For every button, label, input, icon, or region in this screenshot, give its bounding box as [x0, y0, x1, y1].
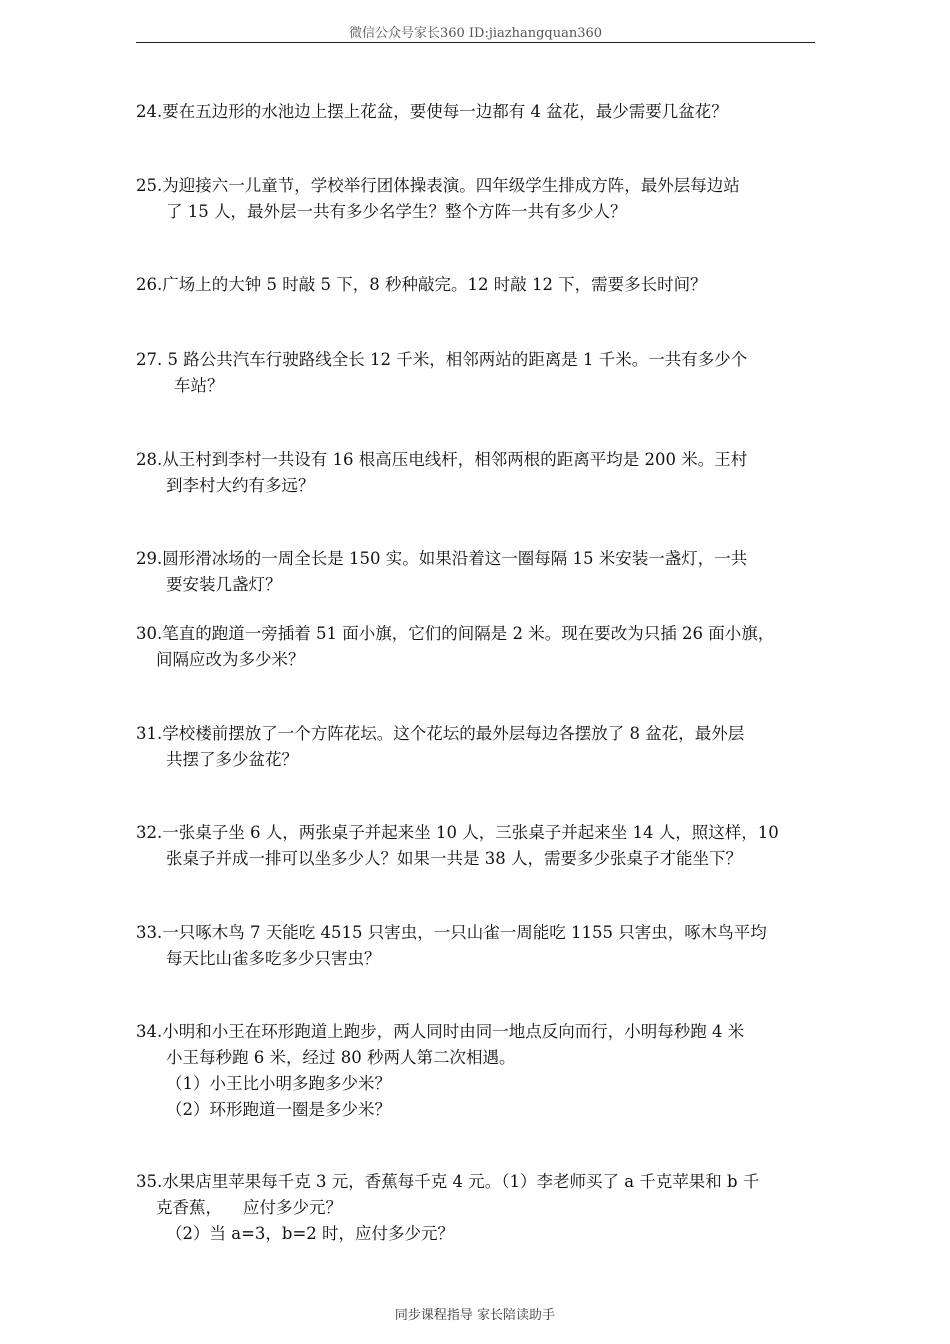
question-25-line-2: 了 15 人，最外层一共有多少名学生？整个方阵一共有多少人？ [166, 202, 627, 221]
question-32 [136, 820, 826, 872]
question-25-line-1: 25.为迎接六一儿童节，学校举行团体操表演。四年级学生排成方阵，最外层每边站 [136, 176, 740, 195]
question-33 [136, 920, 826, 972]
header-divider [136, 42, 815, 43]
page-footer: 同步课程指导 家长陪读助手 [394, 1308, 556, 1323]
question-26-line-1: 26.广场上的大钟 5 时敲 5 下，8 秒种敲完。12 时敲 12 下，需要多长时间？ [136, 275, 707, 294]
question-35 [136, 1169, 826, 1247]
question-24-line-1: 24.要在五边形的水池边上摆上花盆，要使每一边都有 4 盆花，最少需要几盆花？ [136, 102, 728, 121]
question-26 [136, 272, 826, 298]
question-27-line-1: 27. 5 路公共汽车行驶路线全长 12 千米，相邻两站的距离是 1 千米。一共有多少个 [136, 350, 748, 369]
page-header: 微信公众号家长360 ID:jiazhangquan360 [348, 26, 603, 41]
question-30-line-2: 间隔应改为多少米？ [156, 650, 305, 669]
question-28-line-1: 28.从王村到李村一共设有 16 根高压电线杆，相邻两根的距离平均是 200 米。王村 [136, 450, 748, 469]
question-34-subquestion-1: （1）小王比小明多跑多少米？ [166, 1074, 391, 1093]
question-32-line-2: 张桌子并成一排可以坐多少人？如果一共是 38 人，需要多少张桌子才能坐下？ [166, 849, 742, 868]
question-30 [136, 621, 826, 673]
question-29 [136, 546, 826, 598]
question-27 [136, 347, 826, 399]
question-34 [136, 1019, 826, 1123]
question-27-line-2: 车站？ [174, 376, 224, 395]
question-33-line-1: 33.一只啄木鸟 7 天能吃 4515 只害虫，一只山雀一周能吃 1155 只害虫，啄木鸟平均 [136, 923, 767, 942]
question-35-subquestion-2: （2）当 a=3，b=2 时，应付多少元？ [166, 1224, 455, 1243]
question-30-line-1: 30.笔直的跑道一旁插着 51 面小旗，它们的间隔是 2 米。现在要改为只插 26 面小旗， [136, 624, 775, 643]
question-31-line-2: 共摆了多少盆花？ [166, 750, 298, 769]
question-33-line-2: 每天比山雀多吃多少只害虫？ [166, 949, 381, 968]
question-24 [136, 99, 826, 125]
question-35-line-1: 35.水果店里苹果每千克 3 元，香蕉每千克 4 元。（1）李老师买了 a 千克苹果和 b 千 [136, 1172, 760, 1191]
question-31 [136, 721, 826, 773]
question-34-subquestion-2: （2）环形跑道一圈是多少米？ [166, 1100, 391, 1119]
question-34-line-1: 34.小明和小王在环形跑道上跑步，两人同时由同一地点反向而行，小明每秒跑 4 米 [136, 1022, 745, 1041]
question-35-line-2: 克香蕉， 应付多少元？ [156, 1198, 342, 1217]
question-29-line-1: 29.圆形滑冰场的一周全长是 150 实。如果沿着这一圈每隔 15 米安装一盏灯，一共 [136, 549, 748, 568]
question-29-line-2: 要安装几盏灯？ [166, 575, 282, 594]
question-31-line-1: 31.学校楼前摆放了一个方阵花坛。这个花坛的最外层每边各摆放了 8 盆花，最外层 [136, 724, 745, 743]
question-28-line-2: 到李村大约有多远？ [166, 476, 315, 495]
question-34-line-2: 小王每秒跑 6 米，经过 80 秒两人第二次相遇。 [166, 1048, 516, 1067]
question-25 [136, 173, 826, 225]
question-28 [136, 447, 826, 499]
question-32-line-1: 32.一张桌子坐 6 人，两张桌子并起来坐 10 人，三张桌子并起来坐 14 人，照这样，10 [136, 823, 779, 842]
